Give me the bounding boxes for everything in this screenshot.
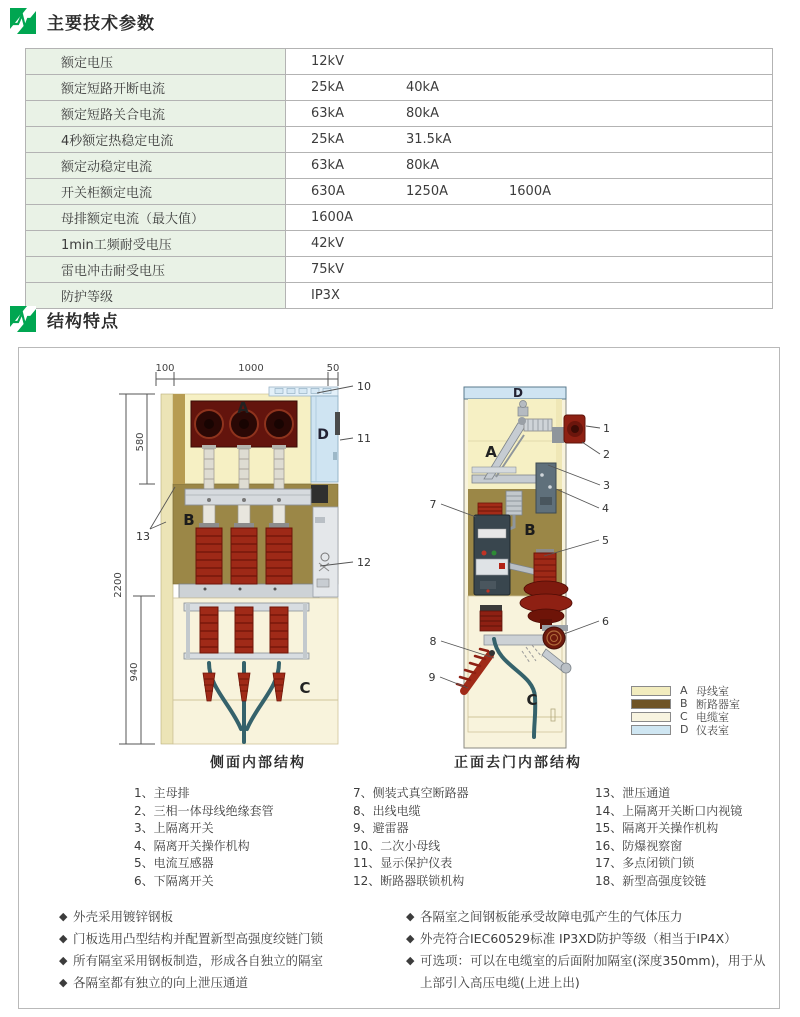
spec-label: 1min工频耐受电压	[26, 231, 286, 256]
zone-label-b: B	[183, 511, 195, 529]
parts-list-3	[595, 785, 742, 890]
spec-value: 40kA	[406, 80, 439, 95]
spec-label: 4秒额定热稳定电流	[26, 127, 286, 152]
callout-8: 8	[429, 635, 437, 648]
spec-label: 雷电冲击耐受电压	[26, 257, 286, 282]
spec-label: 额定动稳定电流	[26, 153, 286, 178]
callout-2: 2	[603, 448, 610, 461]
feature-item	[59, 950, 404, 972]
feature-text: 各隔室之间钢板能承受故障电弧产生的气体压力	[420, 909, 683, 924]
part-item: 4、隔离开关操作机构	[134, 838, 250, 853]
diamond-bullet: ◆	[59, 954, 68, 967]
part-item: 8、出线电缆	[353, 803, 421, 818]
callout-12: 12	[357, 556, 371, 569]
callout-3: 3	[603, 479, 610, 492]
spec-label: 开关柜额定电流	[26, 179, 286, 204]
legend-label: 断路器室	[696, 697, 740, 711]
structure-section-header	[10, 306, 119, 332]
zone-label-d: D	[317, 427, 329, 443]
current-transformers	[196, 505, 292, 591]
spec-row	[26, 49, 772, 75]
front-view-caption: 正面去门内部结构	[454, 755, 582, 771]
spec-row	[26, 257, 772, 283]
spec-value: 63kA	[311, 106, 344, 121]
spec-value: IP3X	[311, 288, 340, 303]
feature-item	[59, 906, 404, 928]
spec-values	[286, 283, 772, 308]
side-view-caption: 侧面内部结构	[210, 755, 306, 771]
spec-value: 1600A	[311, 210, 353, 225]
diamond-bullet: ◆	[406, 954, 415, 967]
part-item: 13、泄压通道	[595, 786, 671, 800]
spec-label: 额定短路关合电流	[26, 101, 286, 126]
pulse-icon	[10, 8, 36, 34]
spec-values	[286, 49, 772, 74]
part-item: 2、三相一体母线绝缘套管	[134, 803, 274, 818]
disconnector-operating-mechanism	[536, 463, 556, 513]
spec-value: 25kA	[311, 132, 344, 147]
legend-swatch-d	[631, 725, 671, 735]
dim-label-580: 580	[135, 432, 146, 452]
zone-label-a: A	[485, 443, 497, 461]
legend-label: 仪表室	[696, 723, 729, 737]
spec-value: 31.5kA	[406, 132, 452, 147]
diamond-bullet: ◆	[406, 932, 415, 945]
spec-row	[26, 179, 772, 205]
part-item: 12、断路器联锁机构	[353, 873, 465, 888]
section-title: 主要技术参数	[47, 13, 155, 34]
spec-values	[286, 101, 772, 126]
zone-label-d: D	[513, 386, 523, 400]
params-section-header	[10, 8, 155, 34]
vacuum-breaker	[474, 503, 510, 595]
part-item: 10、二次小母线	[353, 838, 441, 853]
interlock-mechanism	[313, 507, 338, 597]
spec-value: 75kV	[311, 262, 344, 277]
diamond-bullet: ◆	[59, 976, 68, 989]
spec-values	[286, 205, 772, 230]
busbar-bushing	[564, 415, 585, 443]
legend-label: 电缆室	[696, 710, 729, 724]
features-right	[406, 906, 768, 994]
spec-label: 母排额定电流（最大值）	[26, 205, 286, 230]
feature-text: 可选项：可以在电缆室的后面附加隔室(深度350mm)，用于从上部引入高压电缆(上进上出)	[420, 953, 766, 990]
part-item: 3、上隔离开关	[134, 821, 214, 835]
dim-label-50: 50	[326, 363, 340, 374]
diamond-bullet: ◆	[406, 910, 415, 923]
spec-row	[26, 75, 772, 101]
dim-label-2200: 2200	[113, 572, 124, 598]
spec-value: 1600A	[509, 184, 551, 199]
zone-label-b: B	[524, 521, 536, 539]
legend-swatch-c	[631, 712, 671, 722]
legend-key: B	[680, 697, 688, 710]
part-item: 5、电流互感器	[134, 856, 214, 870]
pulse-icon	[10, 306, 36, 332]
spec-row	[26, 205, 772, 231]
spec-value: 25kA	[311, 80, 344, 95]
legend-swatch-b	[631, 699, 671, 709]
section-title: 结构特点	[47, 311, 119, 332]
feature-item	[406, 950, 768, 994]
legend-item	[631, 723, 740, 736]
feature-item	[59, 928, 404, 950]
spec-label: 额定短路开断电流	[26, 75, 286, 100]
part-item: 1、主母排	[134, 786, 190, 800]
dim-label-940: 940	[129, 662, 140, 682]
diamond-bullet: ◆	[59, 932, 68, 945]
zone-label-a: A	[237, 399, 249, 417]
spec-value: 80kA	[406, 106, 439, 121]
spec-value: 42kV	[311, 236, 344, 251]
features-left	[59, 906, 404, 994]
part-item: 17、多点闭锁门锁	[595, 856, 695, 870]
spec-values	[286, 127, 772, 152]
part-item: 16、防爆视察窗	[595, 838, 683, 853]
parts-list-1	[134, 785, 274, 890]
callout-13: 13	[136, 530, 150, 543]
feature-text: 外壳采用镀锌钢板	[73, 909, 174, 924]
callout-5: 5	[602, 534, 609, 547]
dimension-top	[156, 372, 338, 386]
callout-10: 10	[357, 380, 371, 393]
callout-9: 9	[428, 671, 436, 684]
spec-value: 12kV	[311, 54, 344, 69]
part-item: 9、避雷器	[353, 821, 409, 835]
feature-text: 门板选用凸型结构并配置新型高强度绞链门锁	[73, 931, 324, 946]
feature-item	[406, 928, 768, 950]
spec-value: 80kA	[406, 158, 439, 173]
params-table	[25, 48, 773, 309]
side-view-diagram	[109, 357, 399, 777]
legend-label: 母线室	[696, 684, 729, 698]
part-item: 15、隔离开关操作机构	[595, 821, 719, 835]
part-item: 11、显示保护仪表	[353, 856, 453, 870]
spec-values	[286, 75, 772, 100]
spec-values	[286, 153, 772, 178]
spec-label: 防护等级	[26, 283, 286, 308]
compartment-legend	[631, 684, 740, 736]
legend-key: D	[680, 723, 689, 736]
part-item: 14、上隔离开关断口内视镜	[595, 803, 743, 818]
feature-item	[406, 906, 768, 928]
spec-values	[286, 231, 772, 256]
legend-key: A	[680, 684, 688, 697]
feature-text: 外壳符合IEC60529标准 IP3XD防护等级（相当于IP4X）	[420, 931, 737, 946]
spec-row	[26, 153, 772, 179]
legend-key: C	[680, 710, 688, 723]
spec-value: 1250A	[406, 184, 448, 199]
callout-11: 11	[357, 432, 371, 445]
feature-text: 所有隔室采用钢板制造，形成各自独立的隔室	[73, 953, 324, 968]
dim-label-100: 100	[155, 363, 175, 374]
spec-values	[286, 179, 772, 204]
spec-row	[26, 101, 772, 127]
spec-value: 630A	[311, 184, 345, 199]
dim-label-1000: 1000	[238, 363, 264, 374]
feature-text: 各隔室都有独立的向上泄压通道	[73, 975, 249, 990]
part-item: 18、新型高强度铰链	[595, 873, 707, 888]
zone-label-c: C	[299, 679, 311, 697]
diamond-bullet: ◆	[59, 910, 68, 923]
legend-swatch-a	[631, 686, 671, 696]
callout-6: 6	[602, 615, 609, 628]
spec-row	[26, 283, 772, 309]
spec-row	[26, 231, 772, 257]
structure-panel	[18, 347, 780, 1009]
zone-label-c: C	[526, 691, 538, 709]
part-item: 7、侧装式真空断路器	[353, 786, 469, 800]
spec-row	[26, 127, 772, 153]
callout-1: 1	[603, 422, 610, 435]
spec-value: 63kA	[311, 158, 344, 173]
spec-label: 额定电压	[26, 49, 286, 74]
callout-4: 4	[602, 502, 609, 515]
callout-7: 7	[429, 498, 437, 511]
parts-list-2	[353, 785, 469, 890]
spec-values	[286, 257, 772, 282]
feature-item	[59, 972, 404, 994]
part-item: 6、下隔离开关	[134, 873, 214, 888]
